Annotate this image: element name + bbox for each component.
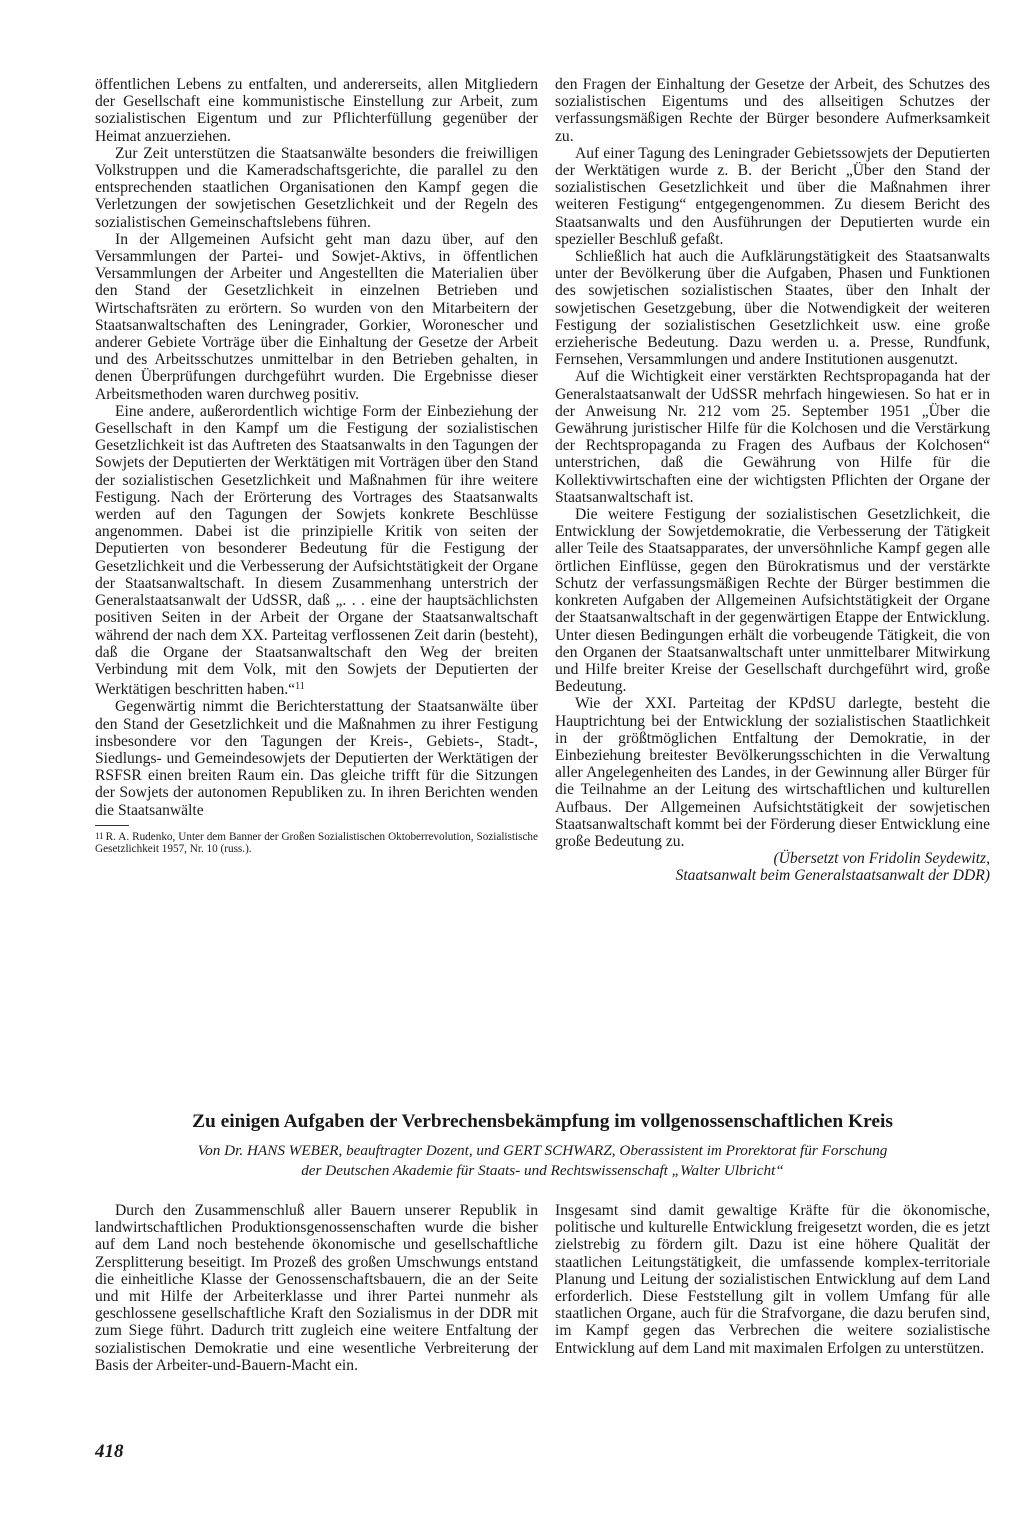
byline-line: Von Dr. HANS WEBER, beauftragter Dozent, und GERT SCHWARZ, Oberassistent im Prorektorat für Forschung xyxy=(197,1142,888,1159)
paragraph: den Fragen der Einhaltung der Gesetze der Arbeit, des Schutzes des sozialistischen Eigentums und des allseitigen Schutzes der verfassungsmäßigen Rechte der Bürger besondere Aufmerksamkeit zu. xyxy=(555,76,990,145)
paragraph: Insgesamt sind damit gewaltige Kräfte für die ökonomische, politische und kulturelle Entwicklung freigesetzt worden, die es jetzt zielstrebig zu fördern gilt. Dazu ist eine höhere Qualität der staatlichen Leitungstätigkeit, die umfassende komplex-territoriale Planung und Leitung der sozialistischen Entwicklung auf dem Land erforderlich. Diese Feststellung gilt in vollem Umfang für alle staatlichen Organe, auch für die Strafvorgane, die dazu berufen sind, im Kampf gegen das Verbrechen die weitere sozialistische Entwicklung auf dem Land mit maximalen Erfolgen zu unterstützen. xyxy=(555,1202,990,1357)
article-byline xyxy=(95,1141,990,1181)
footnote-reference: 11 xyxy=(295,681,305,693)
paragraph-text: Eine andere, außerordentlich wichtige Form der Einbeziehung der Gesellschaft in den Kampf um die Festigung der sozialistischen Gesetzlichkeit ist das Auftreten des Staatsanwalts in den Tagungen der Sowjets der Deputierten der Werktätigen mit Vorträgen über den Stand der sozialistischen Gesetzlichkeit und Maßnahmen für ihre weitere Festigung. Nach der Erörterung des Vortrages des Staatsanwalts werden auf den Tagungen der Sowjets konkrete Beschlüsse angenommen. Dabei ist die prinzipielle Kritik von seiten der Deputierten von besonderer Bedeutung für die Festigung der Gesetzlichkeit und die Verbesserung der Aufsichtstätigkeit der Organe der Staatsanwaltschaft. In diesem Zusammenhang unterstrich der Generalstaatsanwalt der UdSSR, daß „. . . eine der hauptsächlichsten positiven Seiten in der Arbeit der Organe der Staatsanwaltschaft während der nach dem XX. Parteitag verflossenen Zeit darin (besteht), daß die Organe der Staatsanwaltschaft den Weg der breiten Verbindung mit dem Volk, mit den Sowjets der Deputierten der Werktätigen beschritten haben.“ xyxy=(95,402,538,699)
footnote-text: R. A. Rudenko, Unter dem Banner der Großen Sozialistischen Oktoberrevolution, Sozialistische Gesetzlichkeit 1957, Nr. 10 (russ.). xyxy=(95,830,538,856)
paragraph: Wie der XXI. Parteitag der KPdSU darlegte, besteht die Hauptrichtung bei der Entwicklung der sozialistischen Staatlichkeit in der größtmöglichen Entfaltung der Demokratie, in der Einbeziehung breitester Bevölkerungsschichten in die Verwaltung aller Angelegenheiten des Landes, in der Gewinnung aller Bürger für die Teilnahme an der Leitung des wirtschaftlichen und kulturellen Aufbaus. Der Allgemeinen Aufsichtstätigkeit der sowjetischen Staatsanwaltschaft kommt bei der Förderung dieser Entwicklung eine große Bedeutung zu. xyxy=(555,695,990,850)
article1-right-column xyxy=(555,76,990,885)
paragraph: Gegenwärtig nimmt die Berichterstattung der Staatsanwälte über den Stand der Gesetzlichkeit und die Maßnahmen zu ihrer Festigung insbesondere vor den Tagungen der Kreis-, Gebiets-, Stadt-, Siedlungs- und Gemeindesowjets der Deputierten der Werktätigen der RSFSR einen breiten Raum ein. Das gleiche trifft für die Sitzungen der Sowjets der autonomen Republiken zu. In ihren Berichten wenden die Staatsanwälte xyxy=(95,698,538,819)
footnote xyxy=(95,830,538,856)
translator-credit: (Übersetzt von Fridolin Seydewitz, xyxy=(773,850,990,868)
footnote-divider xyxy=(95,825,129,826)
article2-right-column xyxy=(555,1202,990,1357)
footnote-number: 11 xyxy=(95,830,104,841)
paragraph: Die weitere Festigung der sozialistischen Gesetzlichkeit, die Entwicklung der Sowjetdemokratie, die Verbesserung der Tätigkeit aller Teile des Staatsapparates, der unversöhnliche Kampf gegen alle örtlichen Einflüsse, gegen den Bürokratismus und der verstärkte Schutz der verfassungsmäßigen Rechte der Bürger bestimmen die konkreten Aufgaben der Allgemeinen Aufsichtstätigkeit der Organe der Staatsanwaltschaft in der gegenwärtigen Etappe der Entwicklung. Unter diesen Bedingungen erhält die vorbeugende Tätigkeit, die von den Organen der Staatsanwaltschaft unter unmittelbarer Mitwirkung und Hilfe breiter Kreise der Gesellschaft durchgeführt wird, große Bedeutung. xyxy=(555,506,990,696)
article1-left-column xyxy=(95,76,538,856)
paragraph: Zur Zeit unterstützen die Staatsanwälte besonders die freiwilligen Volkstruppen und die Kameradschaftsgerichte, die parallel zu den entsprechenden staatlichen Organisationen den Kampf gegen die Verletzungen der sowjetischen Gesetzlichkeit und der Regeln des sozialistischen Gemeinschaftslebens führen. xyxy=(95,144,538,231)
paragraph: Auf einer Tagung des Leningrader Gebietssowjets der Deputierten der Werktätigen wurde z. B. der Bericht „Über den Stand der sozialistischen Gesetzlichkeit und über die Maßnahmen ihrer weiteren Festigung“ entgegengenommen. Zu diesem Bericht des Staatsanwalts und den Ausführungen der Deputierten wurde ein spezieller Beschluß gefaßt. xyxy=(555,144,990,248)
paragraph: In der Allgemeinen Aufsicht geht man dazu über, auf den Versammlungen der Partei- und Sowjet-Aktivs, in öffentlichen Versammlungen der Arbeiter und Angestellten die Materialien über den Stand der Gesetzlichkeit in einzelnen Betrieben und Wirtschaftsräten zu erörtern. So wurden von den Mitarbeitern der Staatsanwaltschaften des Leningrader, Gorkier, Woronescher und anderer Gebiete Vorträge über die Einhaltung der Gesetze der Arbeit und des Arbeitsschutzes unmittelbar in den Betrieben gehalten, in denen Überprüfungen durchgeführt wurden. Die Ergebnisse dieser Arbeitsmethoden waren durchweg positiv. xyxy=(95,230,538,403)
article2-left-column xyxy=(95,1202,538,1374)
page-number: 418 xyxy=(95,1441,124,1462)
paragraph: Schließlich hat auch die Aufklärungstätigkeit des Staatsanwalts unter der Bevölkerung über die Aufgaben, Phasen und Funktionen des sowjetischen sozialistischen Staates, über den Inhalt der sowjetischen Gesetzgebung, über die Notwendigkeit der weiteren Festigung der sozialistischen Gesetzlichkeit usw. eine große erzieherische Bedeutung. Dazu werden u. a. Presse, Rundfunk, Fernsehen, Versammlungen und andere Institutionen ausgenutzt. xyxy=(555,248,990,369)
translator-position: Staatsanwalt beim Generalstaatsanwalt der DDR) xyxy=(675,867,990,885)
paragraph xyxy=(95,403,538,698)
paragraph: Auf die Wichtigkeit einer verstärkten Rechtspropaganda hat der Generalstaatsanwalt der UdSSR mehrfach hingewiesen. So hat er in der Anweisung Nr. 212 vom 25. September 1951 „Über die Gewährung juristischer Hilfe für die Kolchosen und die Verstärkung der Rechtspropaganda zu Fragen des Aufbaus der Kolchosen“ unterstrichen, daß die Gewährung von Hilfe für die Kollektivwirtschaften eine der wichtigsten Pflichten der Organe der Staatsanwaltschaft ist. xyxy=(555,368,990,506)
paragraph: Durch den Zusammenschluß aller Bauern unserer Republik in landwirtschaftlichen Produktionsgenossenschaften wurde die bisher auf dem Land noch bestehende ökonomische und gesellschaftliche Zersplitterung beseitigt. Im Prozeß des großen Umschwungs entstand die einheitliche Klasse der Genossenschaftsbauern, die an der Seite und mit Hilfe der Arbeiterklasse und ihrer Partei nunmehr als geschlossene gesellschaftliche Kraft den Sozialismus in der DDR mit zum Siege führt. Dadurch tritt zugleich eine weitere Entfaltung der sozialistischen Demokratie und eine wesentliche Verbreiterung der Basis der Arbeiter-und-Bauern-Macht ein. xyxy=(95,1202,538,1374)
article-title: Zu einigen Aufgaben der Verbrechensbekämpfung im vollgenossenschaftlichen Kreis xyxy=(192,1111,893,1132)
paragraph: öffentlichen Lebens zu entfalten, und andererseits, allen Mitgliedern der Gesellschaft eine kommunistische Einstellung zur Arbeit, zum sozialistischen Eigentum und zur Pflichterfüllung gegenüber der Heimat anzuerziehen. xyxy=(95,76,538,145)
byline-line: der Deutschen Akademie für Staats- und Rechtswissenschaft „Walter Ulbricht“ xyxy=(301,1162,784,1179)
